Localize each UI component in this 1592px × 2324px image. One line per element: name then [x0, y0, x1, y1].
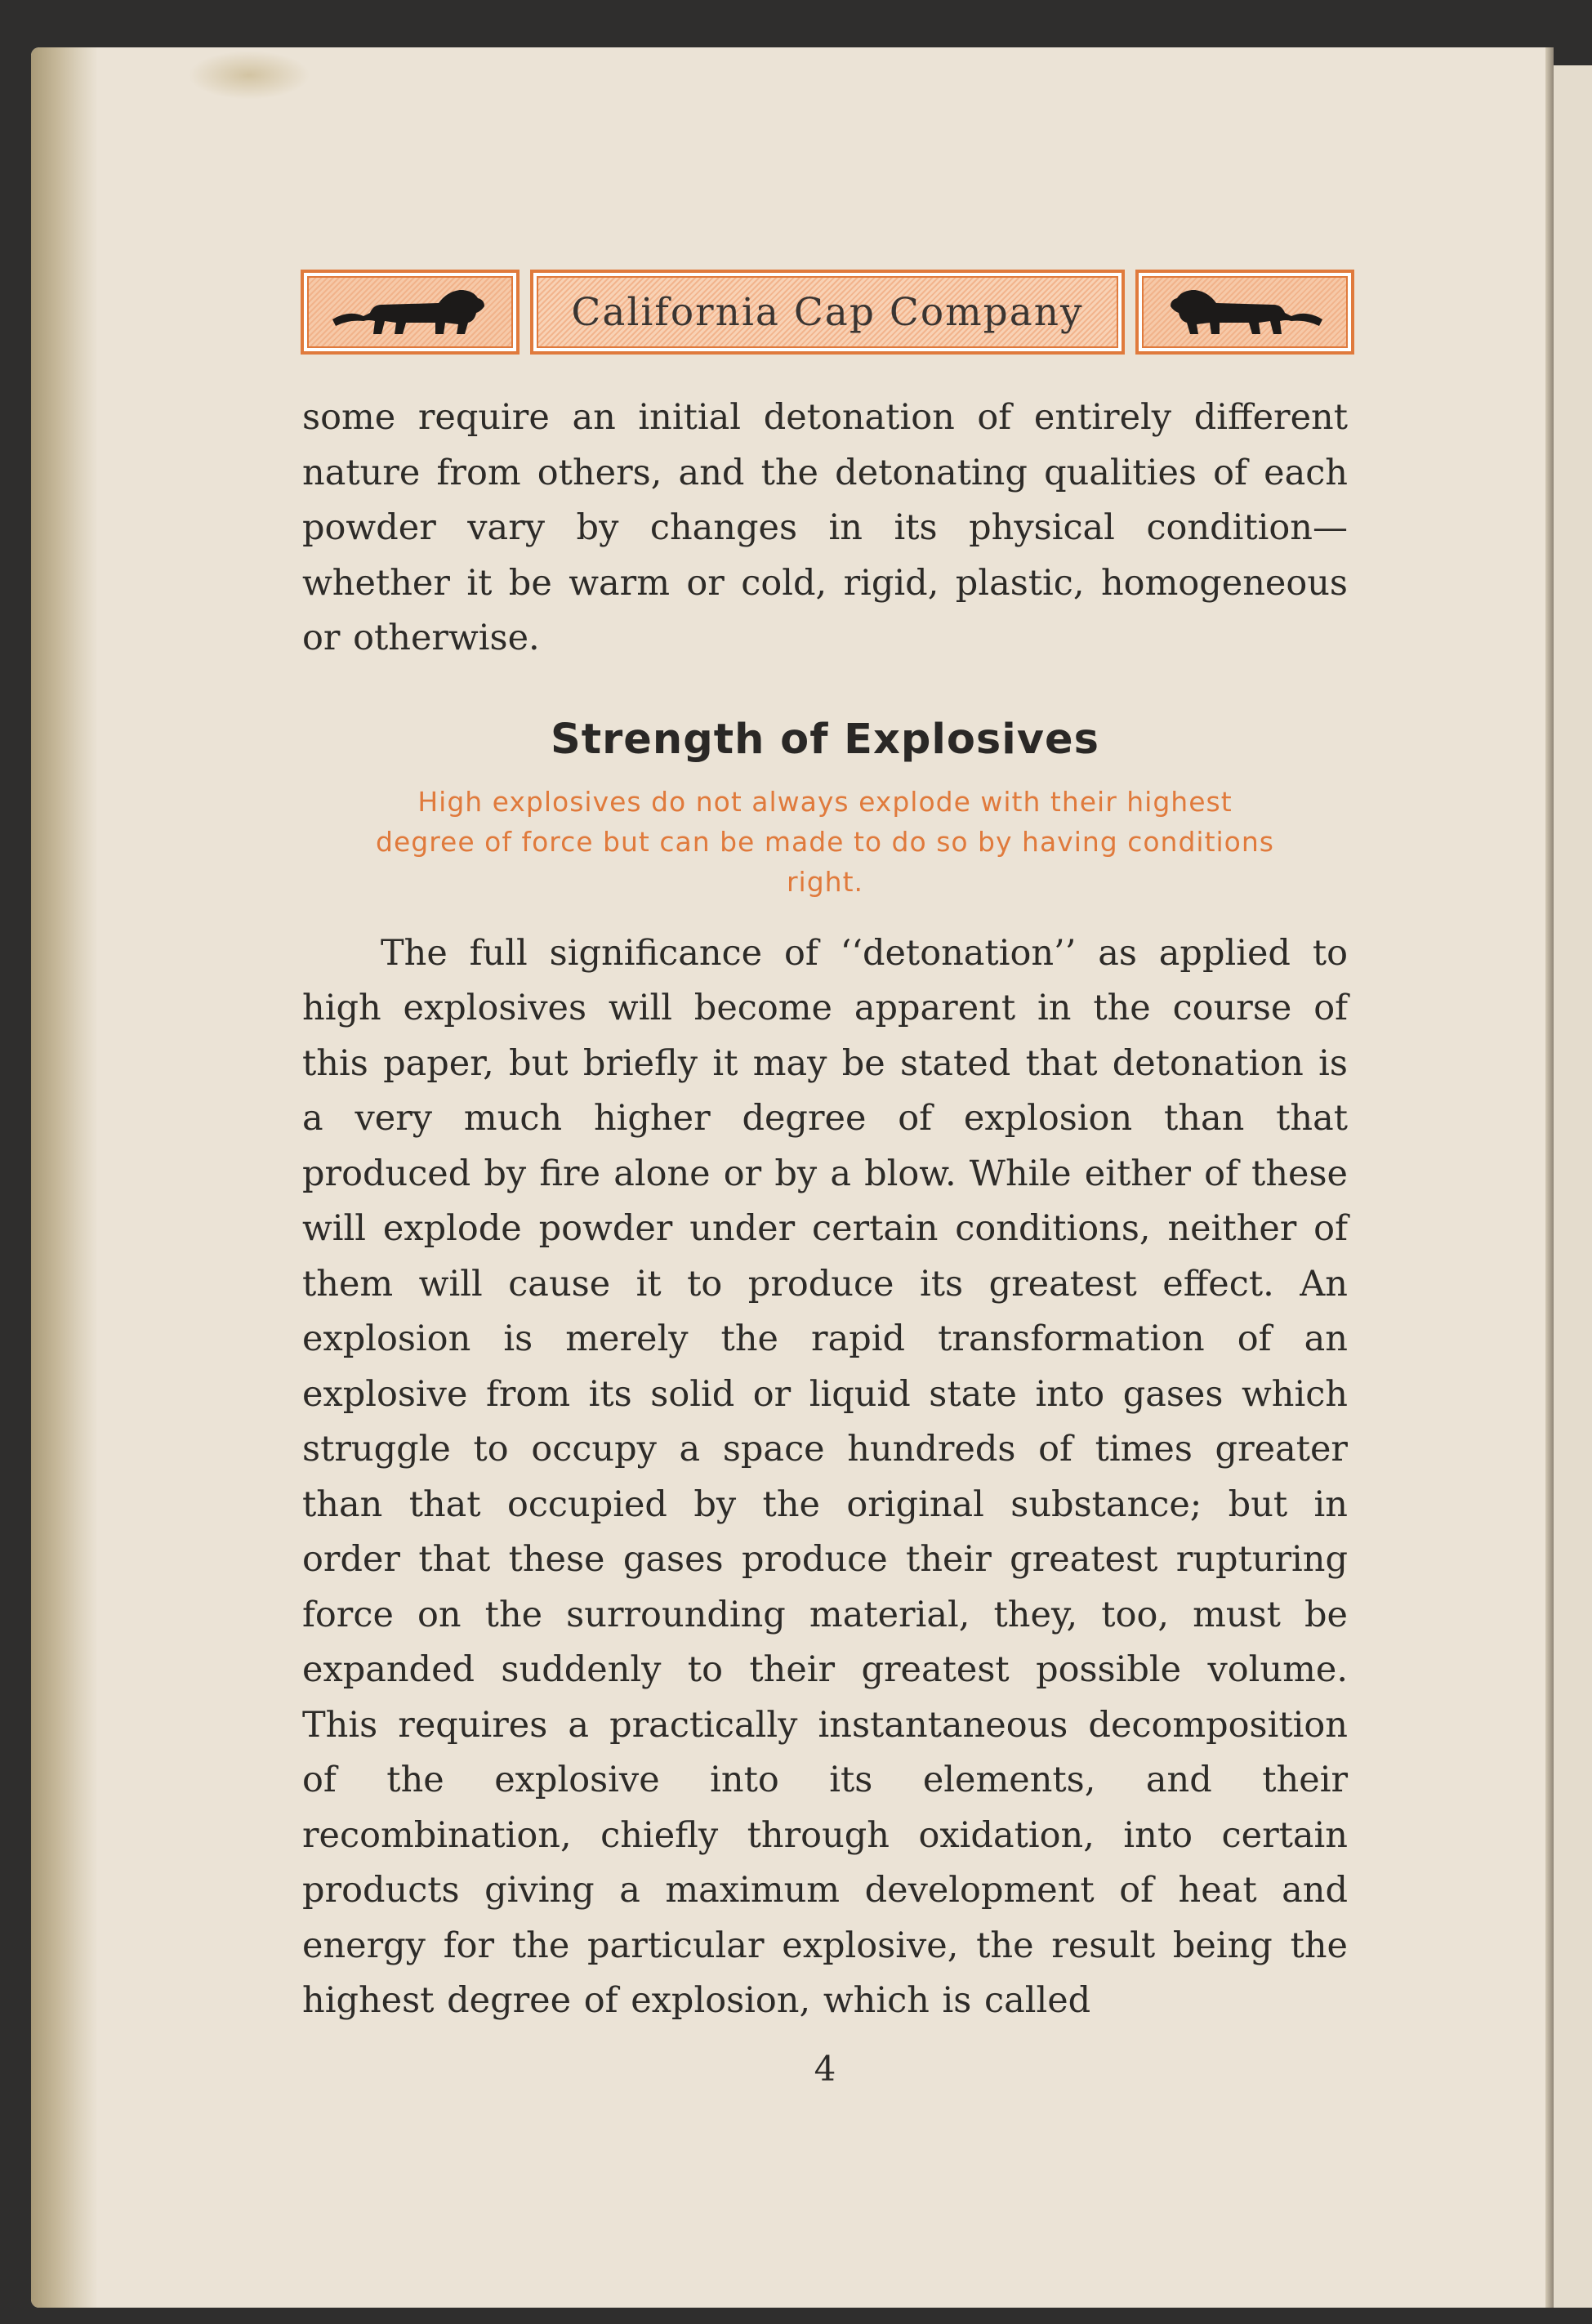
company-title: California Cap Company	[537, 276, 1118, 348]
page-stain	[188, 51, 310, 100]
paragraph-continued: some require an initial detonation of entirely different nature from others, and the detonating qualities of each powder vary by changes in its physical condition—whether it be warm or cold, rigid, plastic, homogeneous or otherwise.	[302, 397, 1348, 658]
page-number: 4	[814, 2048, 836, 2089]
left-logo-box	[301, 270, 520, 355]
lion-icon	[1159, 280, 1331, 344]
paragraph-body: The full significance of ‘‘detonation’’ as applied to high explosives will become apparent in the course of this paper, but briefly it may be stated that detonation is a very much higher degree of explosion than that produced by fire alone or by a blow. While either of these will explode powder under certain conditions, neither of them will cause it to produce its greatest effect. An explosion is merely the rapid transformation of an explosive from its solid or liquid state into gases which struggle to occupy a space hundreds of times greater than that occupied by the original substance; but in order that these gases produce their greatest rupturing force on the surrounding material, they, too, must be expanded suddenly to their greatest possible volume. This requires a practically instantaneous decomposition of the explosive into its elements, and their recombination, chiefly through oxidation, into certain products giving a maximum development of heat and energy for the particular explosive, the result being the highest degree of explosion, which is called	[302, 932, 1348, 2021]
page-left-edge	[31, 47, 98, 2308]
right-logo-box	[1135, 270, 1354, 355]
section-title: Strength of Explosives	[551, 715, 1099, 764]
page-gutter	[1545, 47, 1554, 2308]
page-header-banner	[301, 270, 1354, 364]
section-subtitle: High explosives do not always explode with their highest degree of force but can be made to do so by having conditions right.	[376, 785, 1274, 898]
page-content	[302, 270, 1348, 2089]
lion-icon	[324, 280, 496, 344]
title-box	[530, 270, 1125, 355]
facing-page-edge	[1554, 65, 1592, 2308]
